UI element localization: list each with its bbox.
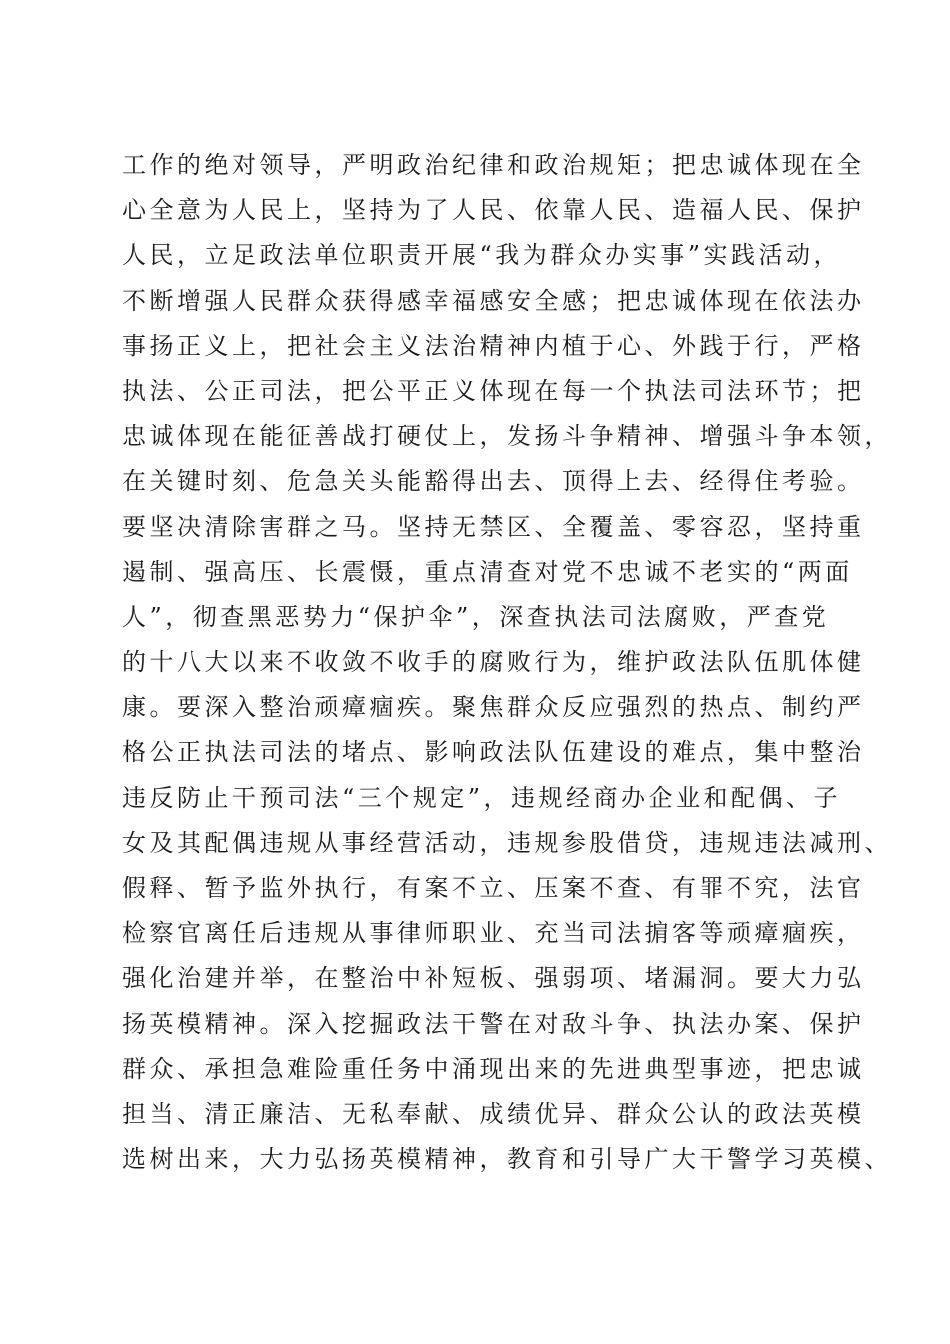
text-line: 格公正执法司法的堵点、影响政法队伍建设的难点，集中整治 — [122, 738, 865, 767]
text-line: 假释、暂予监外执行，有案不立、压案不查、有罪不究，法官 — [122, 874, 865, 902]
text-line: 执法、公正司法，把公平正义体现在每一个执法司法环节；把 — [122, 376, 865, 405]
text-line: 的十八大以来不收敛不收手的腐败行为，维护政法队伍肌体健 — [122, 648, 865, 677]
text-line: 忠诚体现在能征善战打硬仗上，发扬斗争精神、增强斗争本领， — [122, 422, 892, 451]
text-line: 检察官离任后违规从事律师职业、充当司法掮客等顽瘴痼疾， — [122, 919, 865, 948]
text-line: 要坚决清除害群之马。坚持无禁区、全覆盖、零容忍，坚持重 — [122, 512, 865, 541]
text-line: 遏制、强高压、长震慑，重点清查对党不忠诚不老实的“两面 — [122, 557, 853, 586]
text-line: 强化治建并举，在整治中补短板、强弱项、堵漏洞。要大力弘 — [122, 964, 865, 993]
text-line: 女及其配偶违规从事经营活动，违规参股借贷，违规违法减刑、 — [122, 828, 892, 857]
text-line: 担当、清正廉洁、无私奉献、成绩优异、群众公认的政法英模 — [122, 1099, 865, 1128]
text-line: 选树出来，大力弘扬英模精神，教育和引导广大干警学习英模、 — [122, 1145, 892, 1174]
text-line: 扬英模精神。深入挖掘政法干警在对敌斗争、执法办案、保护 — [122, 1009, 865, 1038]
text-line: 在关键时刻、危急关头能豁得出去、顶得上去、经得住考验。 — [122, 467, 865, 496]
text-line: 事扬正义上，把社会主义法治精神内植于心、外践于行，严格 — [122, 331, 865, 360]
text-line: 工作的绝对领导，严明政治纪律和政治规矩；把忠诚体现在全 — [122, 151, 865, 179]
text-line: 不断增强人民群众获得感幸福感安全感；把忠诚体现在依法办 — [122, 286, 865, 315]
text-line: 违反防止干预司法“三个规定”，违规经商办企业和配偶、子 — [122, 783, 842, 812]
text-line: 人民，立足政法单位职责开展“我为群众办实事”实践活动， — [122, 241, 842, 270]
text-line: 康。要深入整治顽瘴痼疾。聚焦群众反应强烈的热点、制约严 — [122, 693, 865, 722]
text-line: 心全意为人民上，坚持为了人民、依靠人民、造福人民、保护 — [122, 196, 865, 225]
text-line: 人”，彻查黑恶势力“保护伞”，深查执法司法腐败，严查党 — [122, 602, 830, 631]
text-line: 群众、承担急难险重任务中涌现出来的先进典型事迹，把忠诚 — [122, 1054, 865, 1083]
body-paragraph — [122, 143, 892, 1182]
